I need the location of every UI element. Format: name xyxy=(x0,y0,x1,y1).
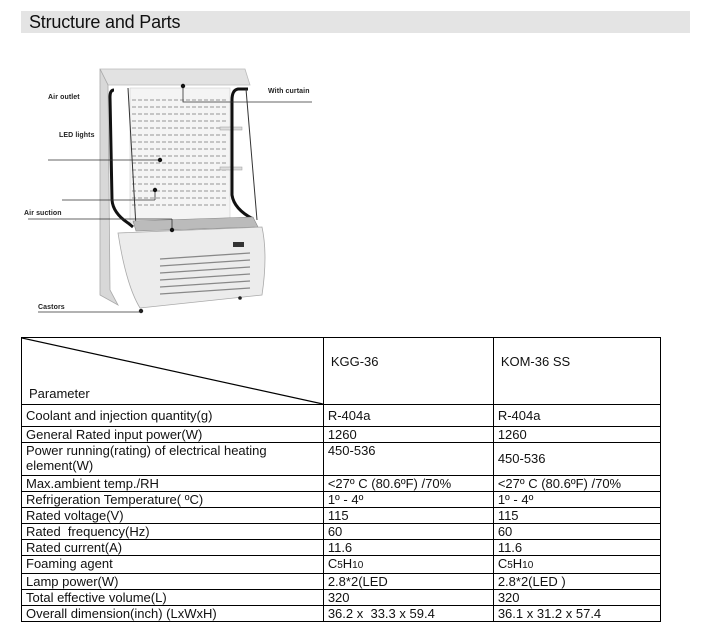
callout-castors: Castors xyxy=(38,304,65,311)
formula-sub-5: 5 xyxy=(507,560,513,571)
table-row xyxy=(22,556,661,574)
param-cell: Lamp power(W) xyxy=(22,574,324,590)
table-row xyxy=(22,443,661,476)
value-cell-kgg: 60 xyxy=(323,524,493,540)
formula-sub-10: 10 xyxy=(352,560,364,571)
value-cell-kgg: 1º - 4º xyxy=(323,492,493,508)
param-cell: Rated current(A) xyxy=(22,540,324,556)
value-cell-kom: <27º C (80.6ºF) /70% xyxy=(493,476,660,492)
param-cell: Power running(rating) of electrical heating element(W) xyxy=(22,443,324,476)
value-cell-kgg: R-404a xyxy=(323,405,493,427)
value-cell-kgg: 1260 xyxy=(323,427,493,443)
parameter-header-cell xyxy=(22,338,324,405)
table-row xyxy=(22,606,661,622)
table-header-row xyxy=(22,338,661,405)
formula-h: H xyxy=(342,556,353,571)
value-cell-kgg: <27º C (80.6ºF) /70% xyxy=(323,476,493,492)
formula-c: C xyxy=(327,556,338,571)
section-title-bar xyxy=(21,11,690,33)
formula-sub-5: 5 xyxy=(337,560,343,571)
parameter-header-label: Parameter xyxy=(29,386,90,401)
callout-led-lights: LED lights xyxy=(59,132,95,139)
value-cell-kgg: 450-536 xyxy=(323,443,493,476)
canopy xyxy=(100,69,250,85)
value-cell-kgg: 115 xyxy=(323,508,493,524)
formula-c: C xyxy=(497,556,508,571)
led-lights-dot xyxy=(153,188,157,192)
table-row xyxy=(22,492,661,508)
value-cell-kom: 1º - 4º xyxy=(493,492,660,508)
value-cell-kom: 36.1 x 31.2 x 57.4 xyxy=(493,606,660,622)
value-cell-kom: 2.8*2(LED ) xyxy=(493,574,660,590)
param-cell: Total effective volume(L) xyxy=(22,590,324,606)
curtain-dot xyxy=(181,84,185,88)
table-row xyxy=(22,540,661,556)
air-suction-dot xyxy=(170,228,174,232)
value-cell-kgg: 2.8*2(LED xyxy=(323,574,493,590)
value-cell-kom: 115 xyxy=(493,508,660,524)
param-cell: Coolant and injection quantity(g) xyxy=(22,405,324,427)
control-display xyxy=(233,242,244,247)
castor xyxy=(139,309,143,313)
model-header-kgg-36: KGG-36 xyxy=(323,338,493,405)
callout-air-outlet: Air outlet xyxy=(48,94,80,101)
param-cell: Foaming agent xyxy=(22,556,324,574)
table-row xyxy=(22,574,661,590)
interior-panel xyxy=(130,88,230,223)
table-row xyxy=(22,427,661,443)
param-cell: Refrigeration Temperature( ºC) xyxy=(22,492,324,508)
callout-with-curtain: With curtain xyxy=(268,88,310,95)
value-text: 450-536 xyxy=(497,451,546,466)
table-row xyxy=(22,405,661,427)
param-cell: Rated frequency(Hz) xyxy=(22,524,324,540)
value-cell-kgg: 11.6 xyxy=(323,540,493,556)
table-row xyxy=(22,590,661,606)
formula-h: H xyxy=(512,556,523,571)
table-row xyxy=(22,524,661,540)
value-cell-kgg xyxy=(323,556,493,574)
value-cell-kom: 1260 xyxy=(493,427,660,443)
value-cell-kom: 11.6 xyxy=(493,540,660,556)
param-cell: Overall dimension(inch) (LxWxH) xyxy=(22,606,324,622)
section-title: Structure and Parts xyxy=(29,12,181,32)
product-diagram xyxy=(0,55,340,325)
air-outlet-dot xyxy=(158,158,162,162)
value-cell-kom xyxy=(493,443,660,476)
value-cell-kgg: 36.2 x 33.3 x 59.4 xyxy=(323,606,493,622)
value-cell-kom: 320 xyxy=(493,590,660,606)
callout-air-suction: Air suction xyxy=(24,210,62,217)
right-side-panel xyxy=(232,89,253,219)
value-cell-kom: R-404a xyxy=(493,405,660,427)
param-cell: Max.ambient temp./RH xyxy=(22,476,324,492)
model-header-kom-36-ss: KOM-36 SS xyxy=(493,338,660,405)
param-cell: Rated voltage(V) xyxy=(22,508,324,524)
table-row xyxy=(22,508,661,524)
value-cell-kgg: 320 xyxy=(323,590,493,606)
formula-sub-10: 10 xyxy=(522,560,534,571)
param-cell: General Rated input power(W) xyxy=(22,427,324,443)
specs-table xyxy=(21,337,661,622)
table-row xyxy=(22,476,661,492)
value-cell-kom: 60 xyxy=(493,524,660,540)
value-cell-kom xyxy=(493,556,660,574)
